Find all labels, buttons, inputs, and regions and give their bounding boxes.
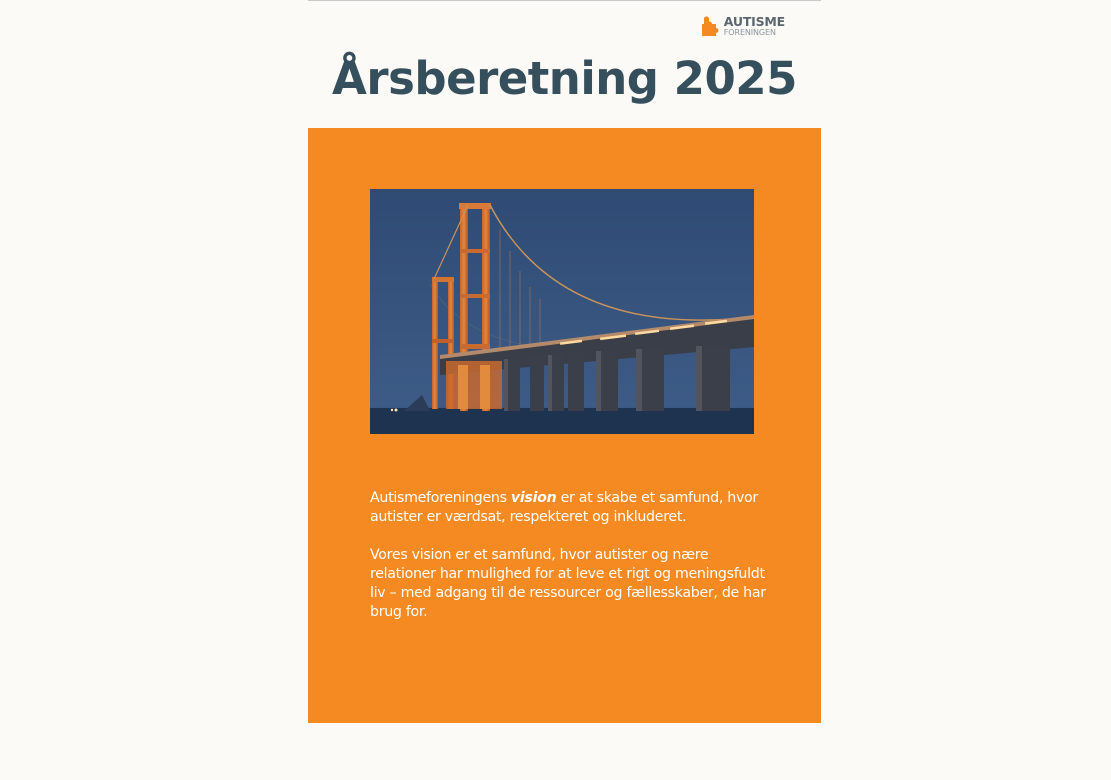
top-divider: [308, 0, 821, 1]
orange-panel: [308, 128, 821, 723]
vision-suffix: er at skabe et samfund, hvor autister er værdsat, respekteret og inkluderet.: [370, 490, 758, 525]
bridge-photo: [370, 189, 754, 434]
bridge-illustration: [370, 189, 754, 434]
autismeforeningen-logo: [700, 16, 785, 37]
logo-text-foreningen: FORENINGEN: [723, 27, 776, 37]
logo-text-autisme: AUTISME: [723, 14, 785, 29]
vision-emphasis: vision: [510, 490, 557, 506]
vision-text: [370, 489, 770, 641]
report-cover-page: [308, 0, 821, 780]
page-title: Årsberetning 2025: [332, 52, 797, 105]
vision-paragraph-2: Vores vision er et samfund, hvor autister og nære relationer har mulighed for at leve et rigt og meningsfuldt liv – med adgang til de ressourcer og fællesskaber, de har brug for.: [370, 547, 766, 620]
vision-prefix: Autismeforeningens: [370, 490, 511, 506]
vision-paragraph: [370, 489, 770, 527]
puzzle-logo-icon: [700, 16, 722, 36]
